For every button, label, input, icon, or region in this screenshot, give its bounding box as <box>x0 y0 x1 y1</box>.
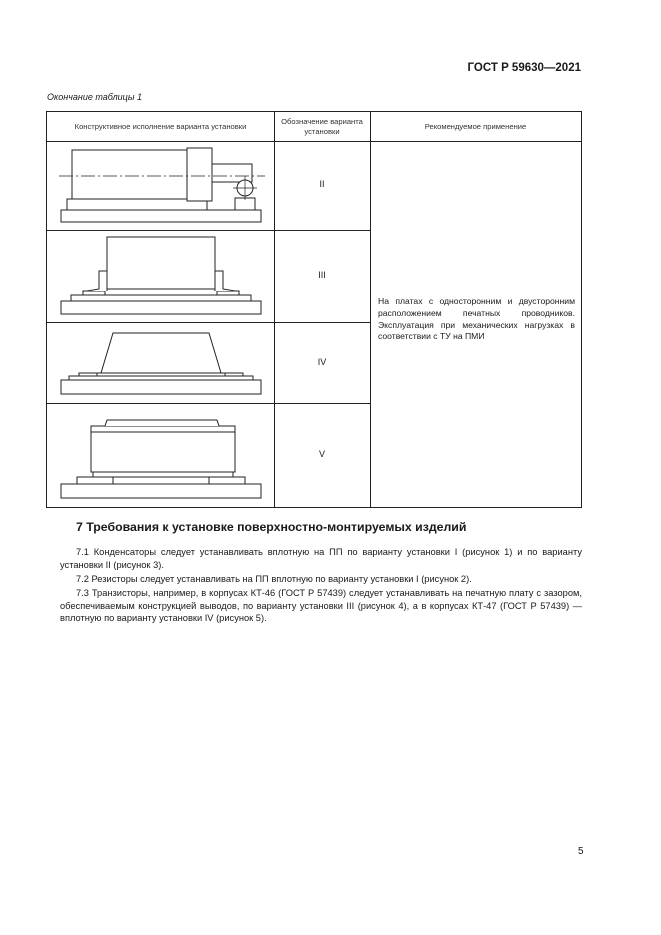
variant-designation: III <box>318 270 326 280</box>
section-title: 7 Требования к установке поверхностно-монтируемых изделий <box>76 520 467 534</box>
figure-variant-2 <box>47 142 274 230</box>
variant-designation: V <box>318 449 325 459</box>
variant-designation: II <box>319 179 325 189</box>
figure-variant-4 <box>47 323 274 403</box>
paragraph-7-2 <box>60 573 582 586</box>
page-number: 5 <box>578 846 584 857</box>
table-caption: Окончание таблицы 1 <box>47 92 142 102</box>
mounting-variants-table <box>46 111 582 508</box>
variant-designation: IV <box>317 357 327 367</box>
paragraph-text: 7.1 Конденсаторы следует устанавливать вплотную на ПП по варианту установки I (рисунок 1) и по варианту установки II (рисунок 3). <box>60 547 582 570</box>
column-divider <box>370 112 371 507</box>
recommended-usage: На платах с односторонним и двусторонним расположением печатных проводников. Эксплуатация при механических нагрузках в соответствии с ТУ на ПМИ <box>378 296 575 342</box>
column-header-design: Конструктивное исполнение варианта установки <box>74 121 247 131</box>
paragraph-7-1 <box>60 546 582 571</box>
figure-variant-5 <box>47 404 274 509</box>
paragraph-text: 7.3 Транзисторы, например, в корпусах КТ-46 (ГОСТ Р 57439) следует устанавливать на печатную плату с зазором, обеспечиваемым конструкцией выводов, по варианту установки III (рисунок 4), а в корпусах КТ-47 (ГОСТ Р 57439) — вплотную по варианту установки IV (рисунок 5). <box>60 588 582 624</box>
figure-variant-3 <box>47 231 274 322</box>
paragraph-7-3 <box>60 587 582 625</box>
paragraph-text: 7.2 Резисторы следует устанавливать на ПП вплотную по варианту установки I (рисунок 2). <box>76 574 472 584</box>
document-code: ГОСТ Р 59630—2021 <box>467 62 581 74</box>
column-divider <box>274 112 275 507</box>
column-header-designation: Обозначение варианта установки <box>281 116 363 136</box>
column-header-usage: Рекомендуемое применение <box>424 121 527 131</box>
